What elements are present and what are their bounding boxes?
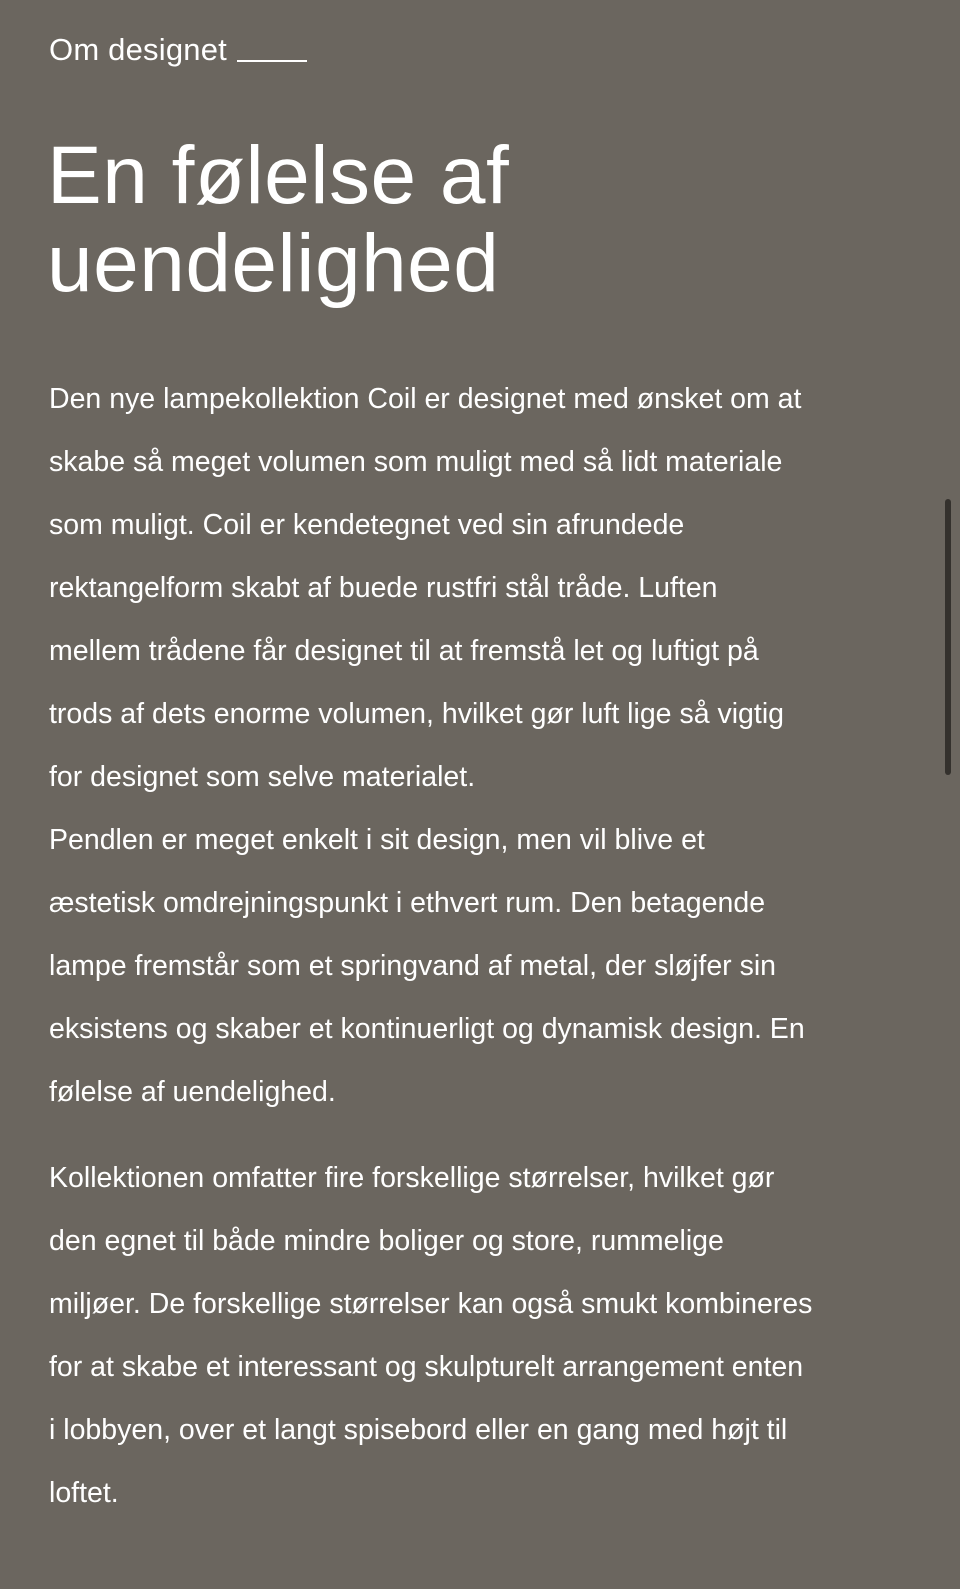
eyebrow-label: Om designet: [49, 32, 227, 67]
text-line: rektangelform skabt af buede rustfri stål tråde. Luften: [49, 572, 718, 604]
text-line: i lobbyen, over et langt spisebord eller en gang med højt til: [49, 1414, 788, 1446]
text-line: som muligt. Coil er kendetegnet ved sin afrundede: [49, 509, 685, 541]
scrollbar-thumb[interactable]: [945, 499, 951, 775]
text-line: skabe så meget volumen som muligt med så lidt materiale: [49, 446, 783, 478]
page-title: [47, 132, 509, 308]
text-line: eksistens og skaber et kontinuerligt og dynamisk design. En: [49, 1013, 805, 1045]
text-line: Kollektionen omfatter fire forskellige størrelser, hvilket gør: [49, 1162, 775, 1194]
eyebrow-rule: [237, 60, 307, 62]
text-line: for designet som selve materialet.: [49, 761, 476, 793]
paragraph-2: [49, 1147, 929, 1525]
text-line: miljøer. De forskellige størrelser kan også smukt kombineres: [49, 1288, 813, 1320]
text-line: følelse af uendelighed.: [49, 1076, 336, 1108]
paragraph-1: [49, 368, 929, 1124]
title-line: uendelighed: [47, 218, 500, 309]
text-line: trods af dets enorme volumen, hvilket gør luft lige så vigtig: [49, 698, 785, 730]
text-line: mellem trådene får designet til at fremstå let og luftigt på: [49, 635, 759, 667]
section-eyebrow: [49, 30, 307, 70]
description-body: [49, 368, 929, 1548]
text-line: loftet.: [49, 1477, 119, 1509]
title-line: En følelse af: [47, 130, 510, 221]
text-line: lampe fremstår som et springvand af metal, der sløjfer sin: [49, 950, 777, 982]
text-line: den egnet til både mindre boliger og store, rummelige: [49, 1225, 724, 1257]
text-line: for at skabe et interessant og skulpturelt arrangement enten: [49, 1351, 804, 1383]
text-line: Den nye lampekollektion Coil er designet med ønsket om at: [49, 383, 802, 415]
text-line: æstetisk omdrejningspunkt i ethvert rum. Den betagende: [49, 887, 766, 919]
text-line: Pendlen er meget enkelt i sit design, men vil blive et: [49, 824, 705, 856]
